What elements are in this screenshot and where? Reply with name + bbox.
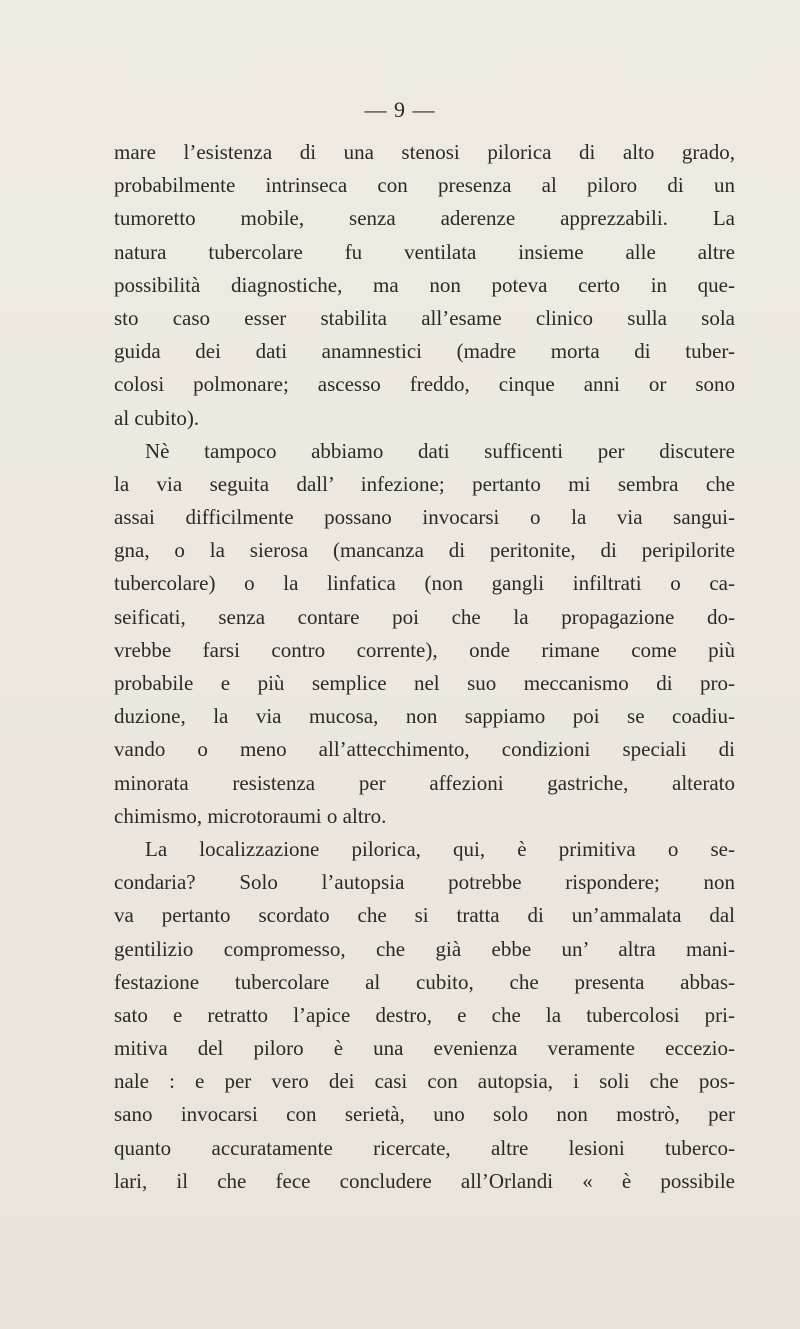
paragraph-2	[114, 435, 735, 833]
text-line: condaria? Solo l’autopsia potrebbe rispondere; non	[114, 870, 735, 895]
text-line: mare l’esistenza di una stenosi pilorica di alto grado,	[114, 140, 735, 164]
text-line: quanto accuratamente ricercate, altre lesioni tuberco-	[114, 1135, 735, 1160]
text-line: minorata resistenza per affezioni gastriche, alterato	[114, 770, 735, 795]
text-line: lari, il che fece concludere all’Orlandi « è possibile	[114, 1168, 735, 1193]
text-line: natura tubercolare fu ventilata insieme alle altre	[114, 239, 735, 264]
text-line: chimismo, microtoraumi o altro.	[114, 803, 387, 828]
text-line: al cubito).	[114, 405, 200, 430]
text-line: tumoretto mobile, senza aderenze apprezzabili. La	[114, 206, 735, 231]
text-line: probabilmente intrinseca con presenza al piloro di un	[114, 173, 735, 198]
text-line: guida dei dati anamnestici (madre morta di tuber-	[114, 339, 735, 364]
text-line: sto caso esser stabilita all’esame clinico sulla sola	[114, 305, 735, 330]
text-line: tubercolare) o la linfatica (non gangli infiltrati o ca-	[114, 571, 735, 596]
body-text	[114, 136, 735, 1198]
text-line: assai difficilmente possano invocarsi o la via sangui-	[114, 505, 735, 530]
text-line: va pertanto scordato che si tratta di un’ammalata dal	[114, 903, 735, 928]
text-line: sato e retratto l’apice destro, e che la tubercolosi pri-	[114, 1002, 735, 1027]
text-line: sano invocarsi con serietà, uno solo non mostrò, per	[114, 1102, 735, 1127]
page-number: — 9 —	[364, 97, 436, 122]
text-line: gna, o la sierosa (mancanza di peritonite, di peripilorite	[114, 538, 735, 563]
text-line: La localizzazione pilorica, qui, è primitiva o se-	[145, 836, 735, 861]
text-line: vando o meno all’attecchimento, condizioni speciali di	[114, 737, 735, 762]
text-line: festazione tubercolare al cubito, che presenta abbas-	[114, 969, 735, 994]
paragraph-1	[114, 136, 735, 435]
text-line: duzione, la via mucosa, non sappiamo poi se coadiu-	[114, 704, 735, 729]
text-line: colosi polmonare; ascesso freddo, cinque anni or sono	[114, 372, 735, 397]
paragraph-3	[114, 833, 735, 1198]
text-line: Nè tampoco abbiamo dati sufficenti per discutere	[145, 438, 735, 463]
text-line: gentilizio compromesso, che già ebbe un’ altra mani-	[114, 936, 735, 961]
text-line: mitiva del piloro è una evenienza veramente eccezio-	[114, 1036, 735, 1061]
text-line: vrebbe farsi contro corrente), onde rimane come più	[114, 637, 735, 662]
text-line: possibilità diagnostiche, ma non poteva certo in que-	[114, 272, 735, 297]
text-line: la via seguita dall’ infezione; pertanto mi sembra che	[114, 471, 735, 496]
text-line: seificati, senza contare poi che la propagazione do-	[114, 604, 735, 629]
text-line: probabile e più semplice nel suo meccanismo di pro-	[114, 671, 735, 695]
text-line: nale : e per vero dei casi con autopsia, i soli che pos-	[114, 1069, 735, 1094]
